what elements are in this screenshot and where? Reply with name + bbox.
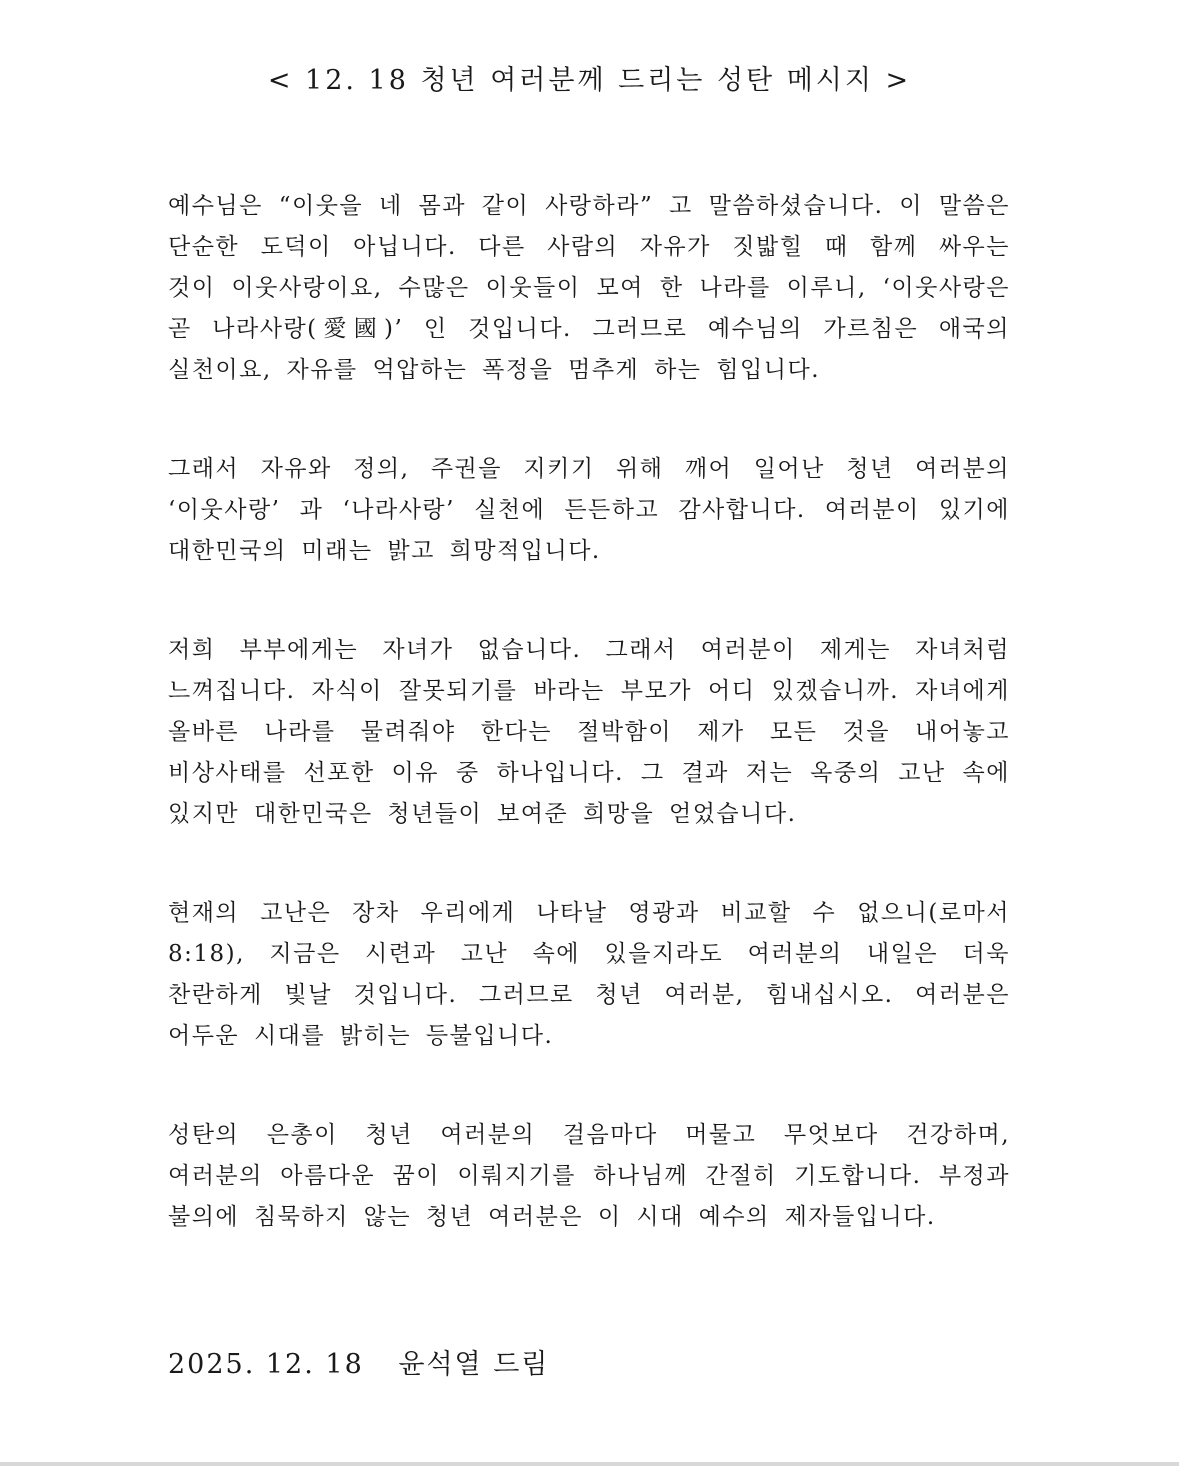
- paragraph-5: 성탄의 은총이 청년 여러분의 걸음마다 머물고 무엇보다 건강하며, 여러분의 아름다운 꿈이 이뤄지기를 하나님께 간절히 기도합니다. 부정과 불의에 침묵하지 않는 청년 여러분은 이 시대 예수의 제자들입니다.: [168, 1122, 1010, 1230]
- bottom-divider: [0, 1462, 1179, 1466]
- paragraph-1: 예수님은 “이웃을 네 몸과 같이 사랑하라” 고 말씀하셨습니다. 이 말씀은 단순한 도덕이 아닙니다. 다른 사람의 자유가 짓밟힐 때 함께 싸우는 것이 이웃사랑이요, 수많은 이웃들이 모여 한 나라를 이루니, ‘이웃사랑은 곧 나라사랑(愛國)’ 인 것입니다. 그러므로 예수님의 가르침은 애국의 실천이요, 자유를 억압하는 폭정을 멈추게 하는 힘입니다.: [168, 193, 1010, 383]
- paragraph-4: 현재의 고난은 장차 우리에게 나타날 영광과 비교할 수 없으니(로마서 8:18), 지금은 시련과 고난 속에 있을지라도 여러분의 내일은 더욱 찬란하게 빛날 것입니다. 그러므로 청년 여러분, 힘내십시오. 여러분은 어두운 시대를 밝히는 등불입니다.: [168, 900, 1010, 1049]
- document-body: [168, 186, 1010, 1296]
- paragraph-2: 그래서 자유와 정의, 주권을 지키기 위해 깨어 일어난 청년 여러분의 ‘이웃사랑’ 과 ‘나라사랑’ 실천에 든든하고 감사합니다. 여러분이 있기에 대한민국의 미래는 밝고 희망적입니다.: [168, 456, 1010, 564]
- signature-date: 2025. 12. 18: [168, 1349, 364, 1380]
- signature-line: [168, 1342, 549, 1381]
- paragraph-3: 저희 부부에게는 자녀가 없습니다. 그래서 여러분이 제게는 자녀처럼 느껴집니다. 자식이 잘못되기를 바라는 부모가 어디 있겠습니까. 자녀에게 올바른 나라를 물려줘야 한다는 절박함이 제가 모든 것을 내어놓고 비상사태를 선포한 이유 중 하나입니다. 그 결과 저는 옥중의 고난 속에 있지만 대한민국은 청년들이 보여준 희망을 얻었습니다.: [168, 637, 1010, 827]
- document-title: < 12. 18 청년 여러분께 드리는 성탄 메시지 >: [267, 65, 912, 96]
- signature-author: 윤석열 드림: [398, 1349, 550, 1380]
